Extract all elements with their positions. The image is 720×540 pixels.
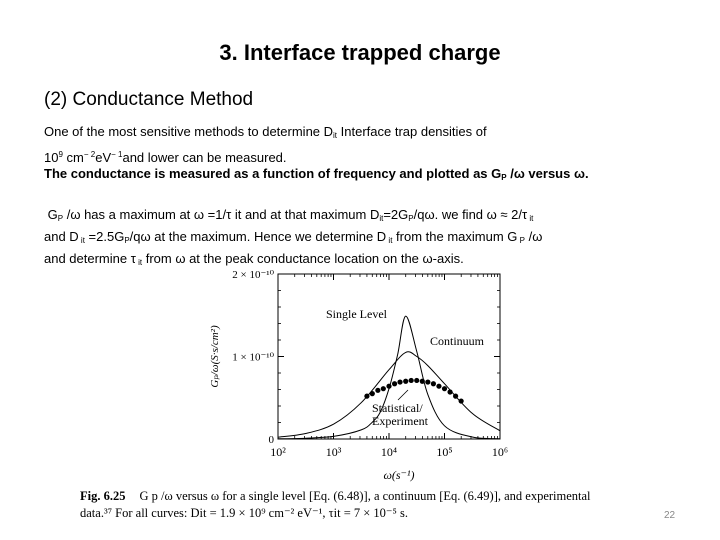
conductance-chart: [200, 265, 520, 485]
experiment-point: [381, 386, 386, 391]
figure-caption: [80, 488, 680, 522]
figure-label: Fig. 6.25: [80, 489, 126, 503]
x-tick-label: 10³: [325, 445, 342, 459]
continuum-label: Continuum: [430, 334, 485, 348]
experiment-point: [442, 386, 447, 391]
slide-title: 3. Interface trapped charge: [219, 40, 501, 65]
single-level-label: Single Level: [326, 307, 387, 321]
experiment-point: [364, 394, 369, 399]
experiment-point: [453, 394, 458, 399]
experiment-point: [386, 384, 391, 389]
experiment-point: [436, 384, 441, 389]
experiment-label: Experiment: [372, 414, 428, 428]
x-tick-label: 10²: [270, 445, 286, 459]
y-tick-label: 1 × 10⁻¹⁰: [232, 351, 274, 364]
experiment-point: [447, 389, 452, 394]
caption-line-2: data.³⁷ For all curves: Dit = 1.9 × 10⁹ cm⁻² eV⁻¹, τit = 7 × 10⁻⁵ s.: [80, 506, 408, 520]
experiment-point: [403, 379, 408, 384]
experiment-point: [409, 378, 414, 383]
y-axis-label: Gₚ/ω(S·s/cm²): [209, 325, 221, 388]
experiment-pointer: [398, 390, 408, 400]
x-tick-label: 10⁶: [491, 445, 509, 459]
intro-paragraph: One of the most sensitive methods to determine $D_{it}$ Interface trap densities of $10^9$ $cm^{- 2}eV^{- 1}and$ lower can be measured.: [44, 124, 487, 165]
page-number: 22: [664, 510, 676, 521]
x-tick-label: 10⁴: [380, 445, 398, 459]
y-tick-label: 0: [268, 434, 274, 446]
bold-statement: The conductance is measured as a function of frequency and plotted as $G_P$ /ω versus ω.: [44, 166, 589, 182]
experiment-point: [370, 391, 375, 396]
experiment-point: [459, 398, 464, 403]
statistical-label: Statistical/: [372, 401, 423, 415]
experiment-point: [425, 379, 430, 384]
experiment-point: [431, 381, 436, 386]
section-subtitle: (2) Conductance Method: [44, 89, 254, 110]
experiment-point: [397, 379, 402, 384]
experiment-point: [375, 388, 380, 393]
explanation-paragraph: $G_P$ /ω has a maximum at ω =1/τ it and at that maximum $D_{it}=2G_P/q\omega$. we find ω ≈ 2/τ $_{it}$ and D $_{it} =2.5G_P/q\omega$ at the maximum. Hence we determine D $_{it}$ from the maximum G $_P$ /ω and determine τ $_{it}$ from ω at the peak conductance location on the ω-axis.: [44, 207, 543, 267]
experiment-point: [414, 378, 419, 383]
x-tick-label: 10⁵: [436, 445, 453, 459]
experiment-point: [392, 381, 397, 386]
caption-line-1: G p /ω versus ω for a single level [Eq. (6.48)], a continuum [Eq. (6.49)], and experimental: [139, 489, 591, 503]
experiment-point: [420, 379, 425, 384]
y-tick-label: 2 × 10⁻¹⁰: [232, 269, 274, 281]
x-axis-label: ω(s⁻¹): [383, 468, 415, 482]
